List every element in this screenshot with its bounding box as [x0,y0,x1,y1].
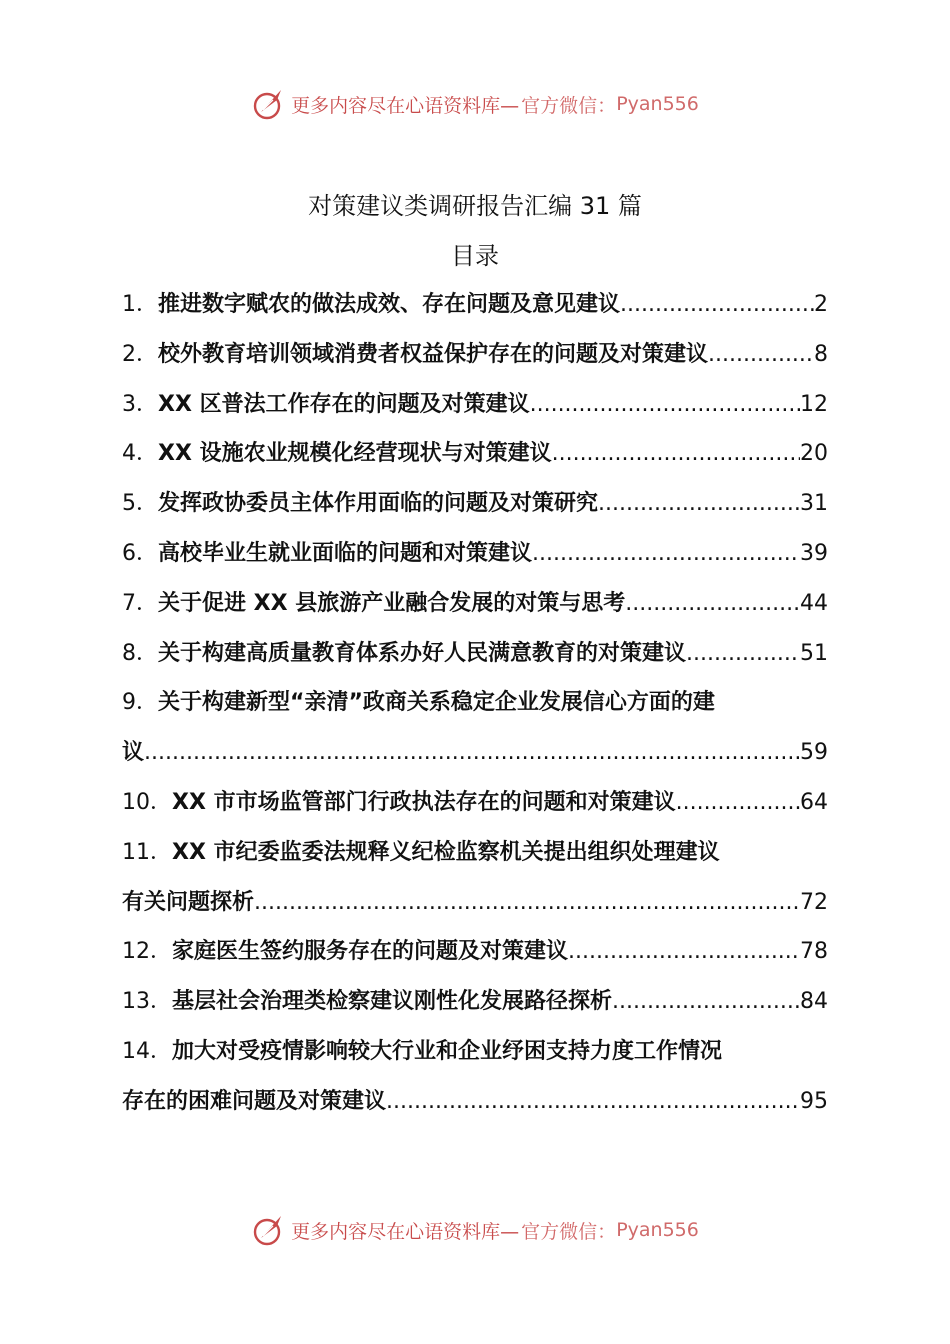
toc-entry-page: 84 [800,989,828,1015]
banner-wechat-label: 官方微信： [521,1220,617,1243]
banner-wechat-id: Pyan556 [616,93,699,115]
toc-entry-title-line1: XX 市纪委监委法规释义纪检监察机关提出组织处理建议 [172,839,720,865]
toc-entry-page: 59 [800,740,828,766]
toc-entry-page: 44 [800,590,828,616]
toc-entry[interactable] [122,1027,828,1127]
toc-entry[interactable] [122,479,828,529]
toc-leader-dots [598,479,800,529]
toc-entry-title-line2: 有关问题探析 [122,889,255,915]
toc-leader-dots [552,429,800,479]
toc-entry-title: 关于促进 XX 县旅游产业融合发展的对策与思考 [158,590,626,616]
toc-entry-number: 11． [122,839,172,865]
toc-entry-page: 72 [800,889,828,915]
toc-leader-dots [532,529,800,579]
toc-entry-page: 39 [800,540,828,566]
toc-entry-page: 64 [800,789,828,815]
toc-entry[interactable] [122,280,828,330]
toc-entry-page: 31 [800,491,828,517]
toc-entry-title: 基层社会治理类检察建议刚性化发展路径探析 [172,989,613,1015]
toc-entry-title: 家庭医生签约服务存在的问题及对策建议 [172,939,569,965]
toc-entry-title: 高校毕业生就业面临的问题和对策建议 [158,540,533,566]
toc-entry-number: 2． [122,341,158,367]
toc-leader-dots [144,728,800,778]
toc-entry-page: 51 [800,640,828,666]
toc-entry-page: 2 [814,292,828,317]
toc-entry-number: 5． [122,491,158,517]
table-of-contents [122,280,828,1127]
toc-entry-number: 9． [122,690,158,716]
toc-entry[interactable] [122,579,828,629]
toc-entry-number: 10． [122,789,172,815]
toc-entry-title: 发挥政协委员主体作用面临的问题及对策研究 [158,491,599,517]
toc-leader-dots [625,579,800,629]
toc-heading: 目录 [451,242,499,270]
toc-entry[interactable] [122,828,828,928]
toc-entry[interactable] [122,678,828,778]
bottom-banner [0,1210,950,1250]
toc-entry[interactable] [122,629,828,679]
toc-entry-number: 6． [122,540,158,566]
toc-entry-title: 推进数字赋农的做法成效、存在问题及意见建议 [158,292,621,317]
quill-logo-icon [251,1212,287,1248]
banner-text: 更多内容尽在心语资料库— [291,1220,520,1243]
toc-entry-number: 8． [122,640,158,666]
toc-leader-dots [386,1077,800,1127]
toc-entry-title: XX 设施农业规模化经营现状与对策建议 [158,441,552,467]
toc-entry-page: 78 [800,939,828,965]
toc-entry-title-line2: 议 [122,740,145,766]
toc-entry-number: 4． [122,441,158,467]
toc-entry-page: 95 [800,1088,828,1114]
toc-entry[interactable] [122,429,828,479]
toc-entry-title: XX 区普法工作存在的问题及对策建议 [158,391,530,417]
toc-leader-dots [530,380,800,430]
toc-entry-number: 7． [122,590,158,616]
toc-entry[interactable] [122,778,828,828]
toc-entry-number: 3． [122,391,158,417]
toc-leader-dots [620,280,814,330]
banner-wechat-id: Pyan556 [616,1219,699,1241]
toc-leader-dots [708,330,814,380]
toc-entry-number: 13． [122,989,172,1015]
document-title: 对策建议类调研报告汇编 31 篇 [308,192,642,220]
toc-leader-dots [568,927,800,977]
toc-leader-dots [612,977,800,1027]
banner-text: 更多内容尽在心语资料库— [291,94,520,117]
quill-logo-icon [251,86,287,122]
toc-entry-title-line2: 存在的困难问题及对策建议 [122,1088,387,1114]
toc-entry-page: 8 [814,341,828,367]
toc-entry-page: 20 [800,441,828,467]
toc-entry[interactable] [122,927,828,977]
toc-entry-title-line1: 加大对受疫情影响较大行业和企业纾困支持力度工作情况 [172,1038,723,1064]
toc-entry-number: 1． [122,292,158,317]
toc-leader-dots [254,878,800,928]
toc-entry-number: 12． [122,939,172,965]
toc-entry[interactable] [122,977,828,1027]
toc-entry-title: XX 市市场监管部门行政执法存在的问题和对策建议 [172,789,676,815]
top-banner [0,84,950,124]
toc-entry-number: 14． [122,1038,172,1064]
toc-entry-title: 校外教育培训领域消费者权益保护存在的问题及对策建议 [158,341,709,367]
toc-entry-title-line1: 关于构建新型“亲清”政商关系稳定企业发展信心方面的建 [158,690,715,716]
toc-entry[interactable] [122,529,828,579]
toc-entry[interactable] [122,380,828,430]
toc-entry-page: 12 [800,391,828,417]
banner-wechat-label: 官方微信： [521,94,617,117]
toc-entry[interactable] [122,330,828,380]
toc-leader-dots [676,778,800,828]
toc-entry-title: 关于构建高质量教育体系办好人民满意教育的对策建议 [158,640,687,666]
toc-leader-dots [686,629,800,679]
